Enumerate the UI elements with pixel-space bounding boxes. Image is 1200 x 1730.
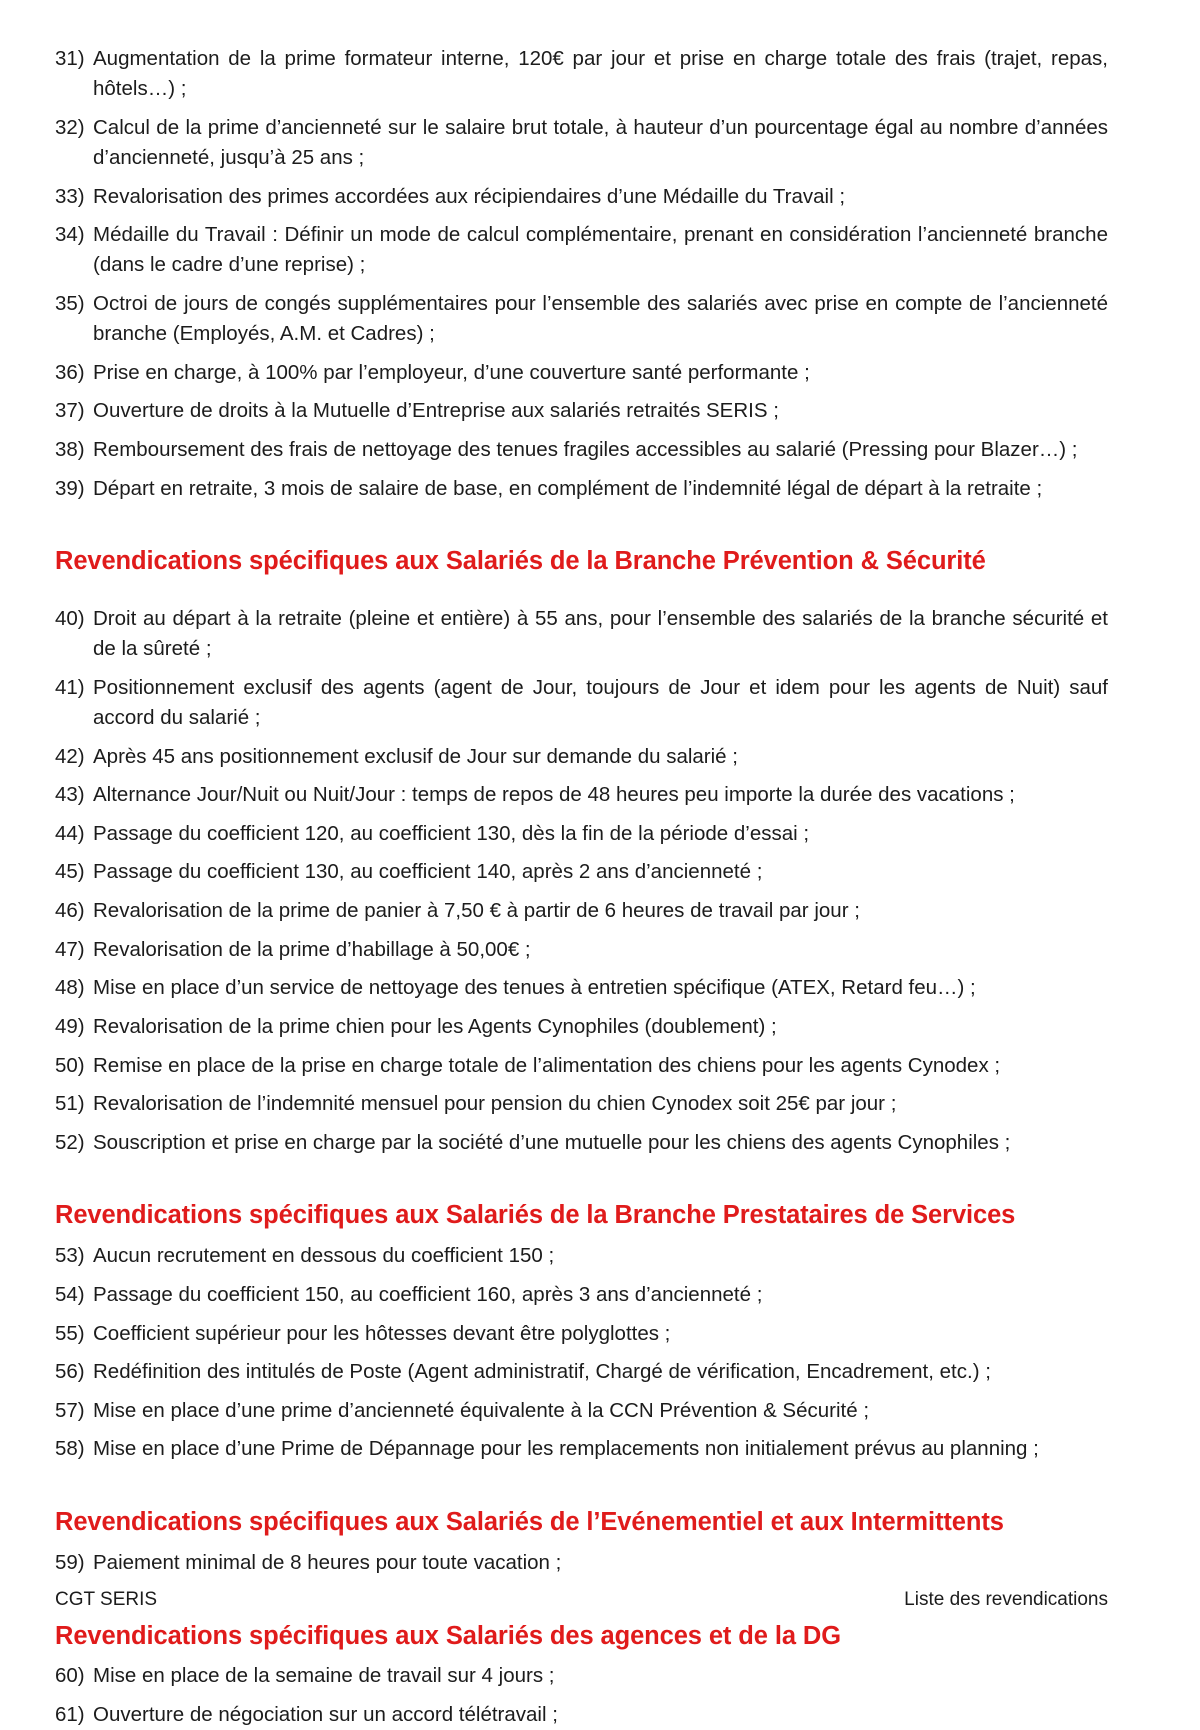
list-item <box>55 220 1108 280</box>
list-item-number: 52) <box>55 1130 85 1154</box>
list-item-text: Octroi de jours de congés supplémentaires pour l’ensemble des salariés avec prise en compte de l’ancienneté branche (Employés, A.M. et Cadres) ; <box>93 291 1108 345</box>
list-item-text: Remise en place de la prise en charge totale de l’alimentation des chiens pour les agents Cynodex ; <box>93 1053 1001 1077</box>
list-item-text: Médaille du Travail : Définir un mode de calcul complémentaire, prenant en considération l’ancienneté branche (dans le cadre d’une reprise) ; <box>93 223 1108 277</box>
list-item <box>55 1051 1108 1081</box>
list-item-text: Remboursement des frais de nettoyage des tenues fragiles accessibles au salarié (Pressing pour Blazer…) ; <box>93 437 1078 461</box>
list-item <box>55 182 1108 212</box>
list-item-text: Revalorisation de la prime chien pour les Agents Cynophiles (doublement) ; <box>93 1014 777 1038</box>
list-item-text: Mise en place de la semaine de travail sur 4 jours ; <box>93 1664 555 1688</box>
section-items-evenementiel-intermittents <box>55 1548 1108 1578</box>
list-item-number: 44) <box>55 821 85 845</box>
list-item <box>55 1700 1108 1730</box>
spacer <box>55 578 1108 604</box>
spacer <box>55 1652 1108 1661</box>
list-item-text: Droit au départ à la retraite (pleine et entière) à 55 ans, pour l’ensemble des salariés de la branche sécurité et de la sûreté ; <box>93 607 1108 661</box>
list-item-number: 33) <box>55 184 85 208</box>
list-item-number: 46) <box>55 899 85 922</box>
list-item-number: 35) <box>55 291 85 315</box>
list-item-text: Après 45 ans positionnement exclusif de Jour sur demande du salarié ; <box>93 744 738 768</box>
list-item <box>55 358 1108 388</box>
section-heading-evenementiel-intermittents: Revendications spécifiques aux Salariés de l’Evénementiel et aux Intermittents <box>55 1508 1004 1536</box>
list-item-number: 47) <box>55 937 85 961</box>
list-item <box>55 1012 1108 1042</box>
list-item-number: 54) <box>55 1282 85 1306</box>
list-item-text: Calcul de la prime d’ancienneté sur le salaire brut totale, à hauteur d’un pourcentage égal au nombre d’années d’ancienneté, jusqu’à 25 ans ; <box>93 115 1108 169</box>
list-item-number: 56) <box>55 1360 85 1384</box>
list-item-text: Coefficient supérieur pour les hôtesses devant être polyglottes ; <box>93 1321 671 1345</box>
section-heading-agences-dg: Revendications spécifiques aux Salariés des agences et de la DG <box>55 1621 841 1650</box>
list-item <box>55 113 1108 173</box>
list-item <box>55 289 1108 349</box>
spacer <box>55 1539 1108 1548</box>
list-item-number: 36) <box>55 360 85 384</box>
list-item-number: 48) <box>55 976 85 1000</box>
list-item-text: Passage du coefficient 120, au coefficient 130, dès la fin de la période d’essai ; <box>93 821 810 845</box>
section-heading-prestataires-services: Revendications spécifiques aux Salariés de la Branche Prestataires de Services <box>55 1201 1016 1230</box>
section-items-prevention-securite <box>55 604 1108 1158</box>
list-item-text: Redéfinition des intitulés de Poste (Agent administratif, Chargé de vérification, Encadrement, etc.) ; <box>93 1360 991 1384</box>
list-item <box>55 396 1108 426</box>
list-item-text: Passage du coefficient 150, au coefficient 160, après 3 ans d’ancienneté ; <box>93 1282 763 1306</box>
list-item-text: Ouverture de négociation sur un accord télétravail ; <box>93 1703 558 1726</box>
spacer <box>55 1473 1108 1507</box>
list-item <box>55 44 1108 104</box>
section-heading-prevention-securite: Revendications spécifiques aux Salariés de la Branche Prévention & Sécurité <box>55 547 986 576</box>
list-item <box>55 1280 1108 1310</box>
list-item-number: 57) <box>55 1398 85 1422</box>
spacer <box>55 512 1108 546</box>
list-item-text: Positionnement exclusif des agents (agent de Jour, toujours de Jour et idem pour les agents de Nuit) sauf accord du salarié ; <box>93 675 1108 729</box>
list-item-number: 38) <box>55 437 85 461</box>
list-item-text: Mise en place d’un service de nettoyage des tenues à entretien spécifique (ATEX, Retard feu…) ; <box>93 976 976 1000</box>
list-item-number: 55) <box>55 1321 85 1345</box>
list-item-text: Revalorisation de l’indemnité mensuel pour pension du chien Cynodex soit 25€ par jour ; <box>93 1092 897 1116</box>
list-item-number: 51) <box>55 1092 85 1116</box>
list-item <box>55 1661 1108 1691</box>
continued-items-list <box>55 44 1108 504</box>
list-item <box>55 1396 1108 1426</box>
list-item-text: Mise en place d’une Prime de Dépannage pour les remplacements non initialement prévus au planning ; <box>93 1437 1039 1461</box>
list-item-text: Revalorisation de la prime d’habillage à 50,00€ ; <box>93 937 531 961</box>
list-item-number: 49) <box>55 1014 85 1038</box>
list-item <box>55 604 1108 664</box>
list-item-number: 61) <box>55 1703 85 1726</box>
list-item-number: 50) <box>55 1053 85 1077</box>
spacer <box>55 1166 1108 1200</box>
list-item <box>55 896 1108 926</box>
list-item-number: 34) <box>55 223 85 247</box>
list-item <box>55 1434 1108 1464</box>
document-body <box>55 44 1108 1730</box>
list-item-number: 32) <box>55 115 85 139</box>
list-item <box>55 819 1108 849</box>
list-item-number: 40) <box>55 607 85 630</box>
list-item-text: Mise en place d’une prime d’ancienneté équivalente à la CCN Prévention & Sécurité ; <box>93 1398 870 1422</box>
list-item-text: Ouverture de droits à la Mutuelle d’Entreprise aux salariés retraités SERIS ; <box>93 399 779 423</box>
list-item <box>55 1357 1108 1387</box>
list-item-text: Paiement minimal de 8 heures pour toute vacation ; <box>93 1550 562 1574</box>
list-item <box>55 857 1108 887</box>
list-item-text: Aucun recrutement en dessous du coefficient 150 ; <box>93 1244 555 1268</box>
list-item <box>55 742 1108 772</box>
footer-right-text: Liste des revendications <box>904 1589 1108 1610</box>
list-item <box>55 780 1108 810</box>
list-item-text: Passage du coefficient 130, au coefficient 140, après 2 ans d’ancienneté ; <box>93 860 763 884</box>
section-items-prestataires-services <box>55 1241 1108 1464</box>
list-item <box>55 474 1108 504</box>
list-item <box>55 1548 1108 1578</box>
list-item <box>55 435 1108 465</box>
list-item-text: Souscription et prise en charge par la société d’une mutuelle pour les chiens des agents Cynophiles ; <box>93 1130 1011 1154</box>
list-item-text: Revalorisation des primes accordées aux récipiendaires d’une Médaille du Travail ; <box>93 184 846 208</box>
list-item-number: 53) <box>55 1244 85 1268</box>
list-item <box>55 973 1108 1003</box>
list-item-text: Prise en charge, à 100% par l’employeur, d’une couverture santé performante ; <box>93 360 810 384</box>
spacer <box>55 1232 1108 1241</box>
list-item-number: 45) <box>55 860 85 884</box>
page-footer <box>55 1589 1108 1611</box>
list-item <box>55 1128 1108 1158</box>
list-item-number: 42) <box>55 744 85 768</box>
list-item-text: Départ en retraite, 3 mois de salaire de base, en complément de l’indemnité légal de départ à la retraite ; <box>93 476 1043 500</box>
list-item <box>55 1319 1108 1349</box>
list-item-text: Revalorisation de la prime de panier à 7,50 € à partir de 6 heures de travail par jour ; <box>93 899 860 922</box>
list-item-number: 31) <box>55 47 85 70</box>
list-item <box>55 1089 1108 1119</box>
list-item-number: 43) <box>55 783 85 807</box>
list-item-number: 37) <box>55 399 85 423</box>
list-item <box>55 1241 1108 1271</box>
list-item-text: Augmentation de la prime formateur interne, 120€ par jour et prise en charge totale des frais (trajet, repas, hôtels…) ; <box>93 47 1108 101</box>
list-item-number: 39) <box>55 476 85 500</box>
footer-left-text: CGT SERIS <box>55 1589 158 1610</box>
list-item-number: 58) <box>55 1437 85 1461</box>
list-item-number: 59) <box>55 1550 85 1574</box>
list-item <box>55 673 1108 733</box>
list-item <box>55 935 1108 965</box>
list-item-number: 60) <box>55 1664 85 1688</box>
section-items-agences-dg <box>55 1661 1108 1730</box>
list-item-number: 41) <box>55 675 85 699</box>
list-item-text: Alternance Jour/Nuit ou Nuit/Jour : temps de repos de 48 heures peu importe la durée des vacations ; <box>93 783 1015 807</box>
